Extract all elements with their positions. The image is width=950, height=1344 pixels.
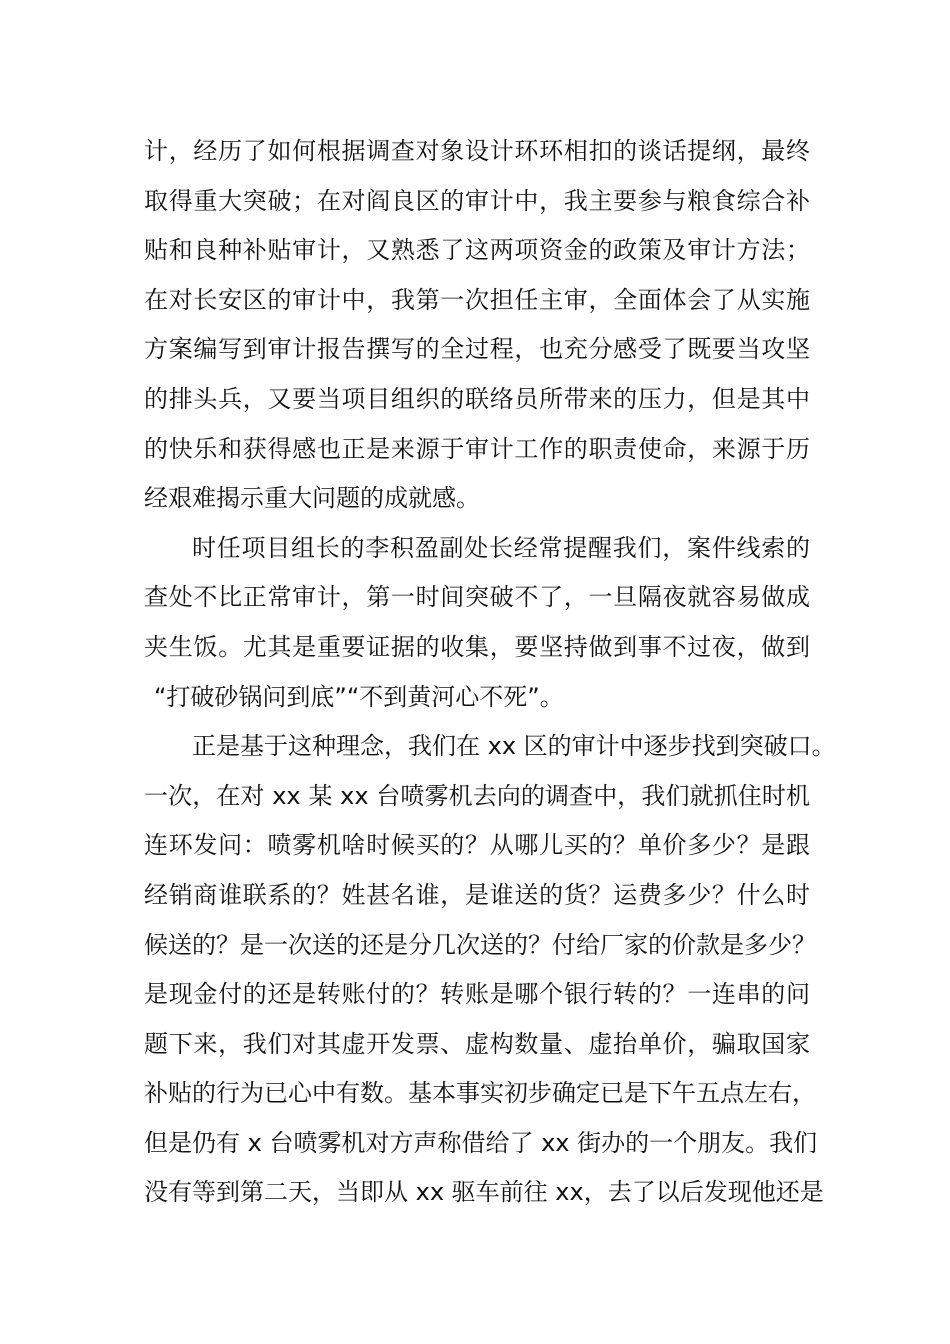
text-line: 题下来，我们对其虚开发票、虚构数量、虚抬单价，骗取国家 [144,1029,810,1058]
text-line: 夹生饭。尤其是重要证据的收集，要坚持做到事不过夜，做到 [144,632,810,661]
text-line: 但是仍有 x 台喷雾机对方声称借给了 xx 街办的一个朋友。我们 [144,1128,818,1157]
paragraph-first-line: 正是基于这种理念，我们在 xx 区的审计中逐步找到突破口。 [192,732,836,761]
document-body [144,127,836,1218]
text-line: 的快乐和获得感也正是来源于审计工作的职责使命，来源于历 [144,434,810,463]
text-line: 在对长安区的审计中，我第一次担任主审，全面体会了从实施 [144,285,810,314]
text-line: 经销商谁联系的？姓甚名谁，是谁送的货？运费多少？什么时 [144,880,810,909]
text-line: “打破砂锅问到底”“不到黄河心不死”。 [154,682,564,711]
paragraph-first-line: 时任项目组长的李积盈副处长经常提醒我们，案件线索的 [192,533,810,562]
text-line: 的排头兵，又要当项目组织的联络员所带来的压力，但是其中 [144,384,810,413]
text-line: 连环发问：喷雾机啥时候买的？从哪儿买的？单价多少？是跟 [144,831,810,860]
text-line: 贴和良种补贴审计，又熟悉了这两项资金的政策及审计方法； [144,236,810,265]
text-line: 方案编写到审计报告撰写的全过程，也充分感受了既要当攻坚 [144,335,810,364]
text-line: 查处不比正常审计，第一时间突破不了，一旦隔夜就容易做成 [144,583,810,612]
text-line: 取得重大突破；在对阎良区的审计中，我主要参与粮食综合补 [144,186,810,215]
text-line: 经艰难揭示重大问题的成就感。 [144,484,480,513]
text-line: 没有等到第二天，当即从 xx 驱车前往 xx，去了以后发现他还是 [144,1178,824,1207]
text-line: 补贴的行为已心中有数。基本事实初步确定已是下午五点左右， [144,1079,816,1108]
text-line: 候送的？是一次送的还是分几次送的？付给厂家的价款是多少？ [144,930,816,959]
text-line: 是现金付的还是转账付的？转账是哪个银行转的？一连串的问 [144,980,810,1009]
text-line: 计，经历了如何根据调查对象设计环环相扣的谈话提纲，最终 [144,137,810,165]
text-line: 一次，在对 xx 某 xx 台喷雾机去向的调查中，我们就抓住时机 [144,781,810,810]
